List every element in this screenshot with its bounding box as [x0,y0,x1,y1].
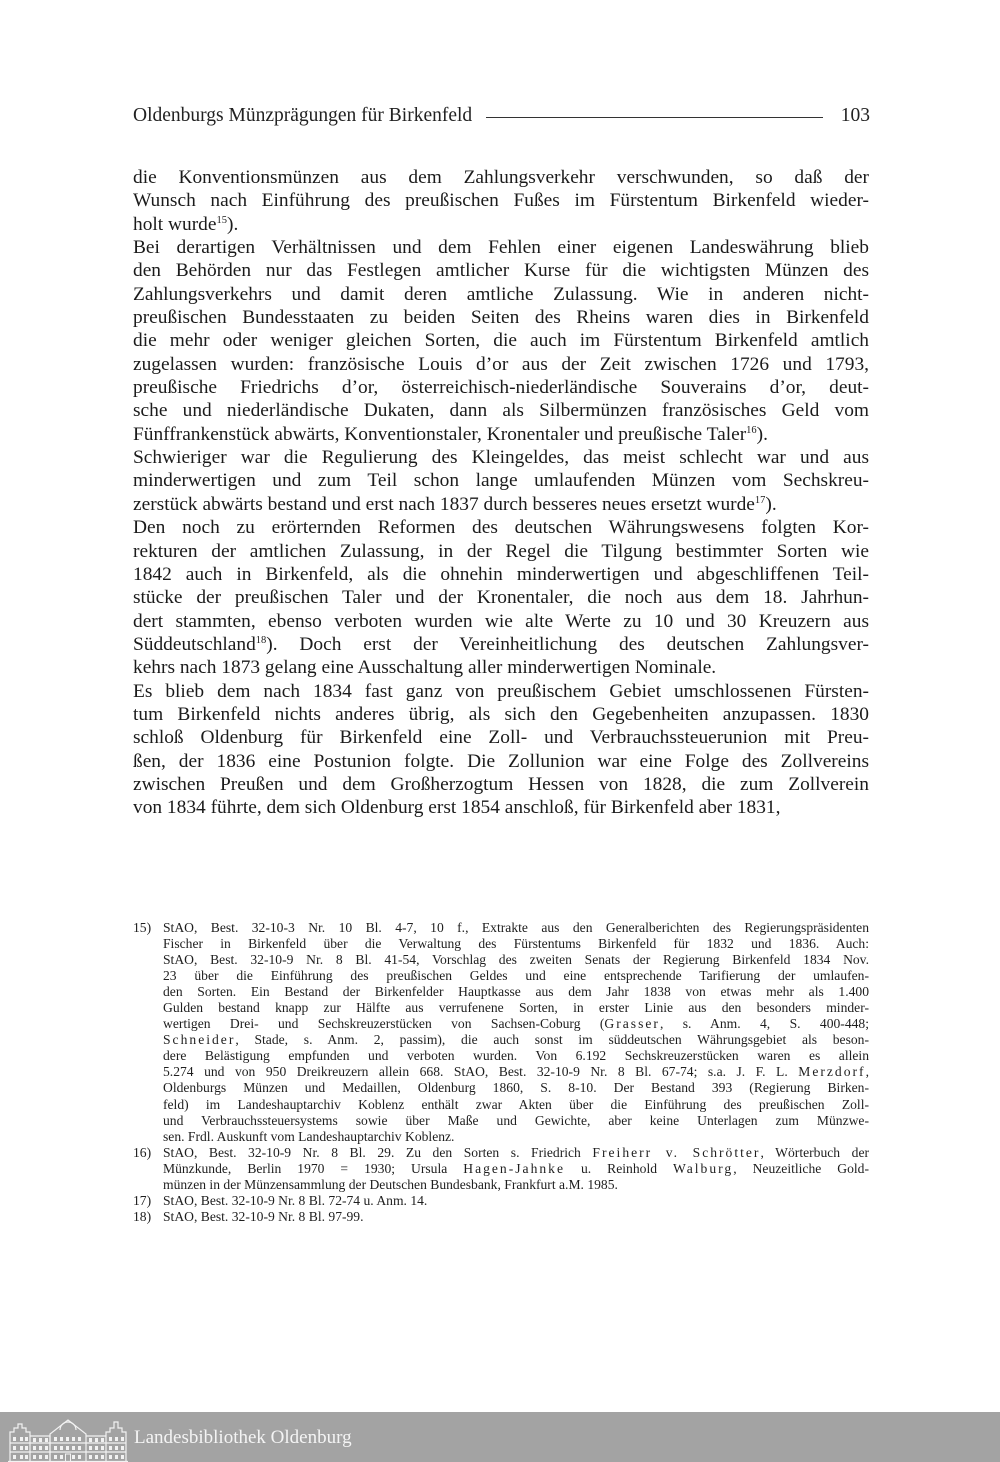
text-line: rekturen der amtlichen Zulassung, in der Regel die Tilgung bestimmter Sorten wie [133,540,869,562]
text-line: dert stammten, ebenso verboten wurden wie alte Werte zu 10 und 30 Kreuzern aus [133,610,869,632]
footnote-line: StAO, Best. 32-10-9 Nr. 8 Bl. 41-54, Vorschlag des zweiten Senats der Regierung Birkenfeld 1834 Nov. [163,952,869,968]
text-line: den Behörden nur das Festlegen amtlicher Kurse für die wichtigsten Münzen des [133,260,869,282]
text-line: zugelassen wurden: französische Louis d’or aus der Zeit zwischen 1726 und 1793, [133,353,869,375]
footnote-line: StAO, Best. 32-10-9 Nr. 8 Bl. 29. Zu den Sorten s. Friedrich Freiherr v. Schrötter, Wörterbuch der [163,1144,870,1160]
footnote-line: StAO, Best. 32-10-9 Nr. 8 Bl. 97-99. [163,1208,364,1224]
footnote-line: und Verbrauchssteuersystems sowie über Maße und Gewichte, aber keine Unterlagen zum Münzwe- [163,1112,869,1128]
text-line: Wunsch nach Einführung des preußischen Fußes im Fürstentum Birkenfeld wieder- [133,190,869,212]
footnote-line: StAO, Best. 32-10-9 Nr. 8 Bl. 72-74 u. Anm. 14. [163,1192,428,1208]
footnote-number: 18) [133,1208,152,1224]
footnote-number: 17) [133,1192,152,1208]
footnote-line: Münzkunde, Berlin 1970 = 1930; Ursula Hagen-Jahnke u. Reinhold Walburg, Neuzeitliche Gold- [163,1160,869,1176]
text-line: sche und niederländische Dukaten, dann als Silbermünzen französisches Geld vom [133,400,869,422]
header-rule [486,117,823,118]
text-line: Schwieriger war die Regulierung des Kleingeldes, das meist schlecht war und aus [133,447,869,469]
author-name: Hagen-Jahnke [463,1160,566,1176]
footnote-ref: 16 [746,424,757,436]
author-name: Walburg [673,1160,734,1176]
text-line: kehrs nach 1873 gelang eine Ausschaltung aller minderwertigen Nominale. [133,657,717,679]
running-title: Oldenburgs Münzprägungen für Birkenfeld [133,105,473,126]
author-name: Freiherr v. Schrötter [592,1144,761,1160]
footnote-line: wertigen Drei- und Sechskreuzerstücken von Sachsen-Coburg (Grasser, s. Anm. 4, S. 400-448; [163,1016,869,1032]
footnote-line: Schneider, Stade, s. Anm. 2, passim), die auch sonst im süddeutschen Währungsgebiet als beson- [163,1032,869,1048]
footnotes [133,920,869,1225]
text-line: stücke der preußischen Taler und der Kronentaler, die noch aus dem 18. Jahrhun- [133,587,869,609]
library-name: Landesbibliothek Oldenburg [134,1427,352,1448]
text-line: von 1834 führte, dem sich Oldenburg erst 1854 anschloß, für Birkenfeld aber 1831, [133,797,781,819]
footnote-18 [133,1209,869,1225]
body-text [133,166,869,820]
paragraph [133,236,869,820]
footnote-line: sen. Frdl. Auskunft vom Landeshauptarchiv Koblenz. [163,1128,455,1144]
text-line: Süddeutschland$^{18}$). Doch erst der Vereinheitlichung des deutschen Zahlungsver- [133,633,869,655]
footnote-line: münzen in der Münzensammlung der Deutschen Bundesbank, Frankfurt a.M. 1985. [163,1176,618,1192]
text-line: die Konventionsmünzen aus dem Zahlungsverkehr verschwunden, so daß der [133,167,869,188]
text-line: 1842 auch in Birkenfeld, als die ohnehin minderwertigen und abgeschliffenen Teil- [133,563,869,585]
footnote-ref: 17 [754,494,766,506]
author-name: Grasser [604,1016,660,1032]
footnote-line: StAO, Best. 32-10-3 Nr. 10 Bl. 4-7, 10 f., Extrakte aus den Generalberichten des Regierungspräsidenten [163,920,869,935]
text-line: ßen, der 1836 eine Postunion folgte. Die Zollunion war eine Folge des Zollvereins [133,750,869,772]
text-line: zwischen Preußen und dem Großherzogtum Hessen von 1828, die zum Zollverein [133,773,869,795]
text-line: preußische Friedrichs d’or, österreichisch-niederländische Souverains d’or, deut- [133,377,869,399]
library-footer-bar [0,1412,1000,1462]
footnote-number: 15) [133,920,152,935]
paragraph [133,166,869,236]
footnote-15 [133,920,869,1145]
footnote-17 [133,1193,869,1209]
footnote-line: 5.274 und von 950 Dreikreuzern allein 668. StAO, Best. 32-10-9 Nr. 8 Bl. 67-74; s.a. J. F. L. Merzdorf, [163,1064,869,1080]
footnote-line: dere Belästigung empfunden und verboten wurden. Von 6.192 Sechskreuzerstücken waren es allein [163,1048,869,1064]
footnote-line: feld) im Landeshauptarchiv Koblenz enthält zwar Akten über die Einführung des preußischen Zoll- [163,1096,869,1112]
footnote-line: Fischer in Birkenfeld über die Verwaltung des Fürstentums Birkenfeld für 1832 und 1836. Auch: [163,936,869,952]
text-line: Den noch zu erörternden Reformen des deutschen Währungswesens folgten Kor- [133,517,869,539]
text-line: die mehr oder weniger gleichen Sorten, die auch im Fürstentum Birkenfeld amtlich [133,330,869,352]
library-building-icon [6,1416,130,1462]
text-line: tum Birkenfeld nichts anderes übrig, als sich den Gegebenheiten anzupassen. 1830 [133,703,869,725]
text-line: holt wurde$^{15}$). [133,213,239,235]
footnote-16 [133,1145,869,1193]
footnote-line: den Sorten. Ein Bestand der Birkenfelder Hauptkasse aus dem Jahr 1838 von etwas mehr als 1.400 [163,984,869,1000]
text-line: schloß Oldenburg für Birkenfeld eine Zoll- und Verbrauchssteuerunion mit Preu- [133,727,869,749]
footnote-line: Gulden bestand knapp zur Hälfte aus verrufenene Sorten, in erster Linie aus den besonders minder- [163,1000,869,1016]
text-line: Fünffrankenstück abwärts, Konventionstaler, Kronentaler und preußische Taler$^{16}$). [133,423,768,445]
text-line: Bei derartigen Verhältnissen und dem Fehlen einer eigenen Landeswährung blieb [133,237,869,259]
author-name: Schneider [163,1032,236,1048]
footnote-line: 23 über die Einführung des preußischen Geldes und eine entsprechende Tarifierung der umlaufen- [163,968,869,984]
text-line: Es blieb dem nach 1834 fast ganz von preußischem Gebiet umschlossenen Fürsten- [133,680,869,702]
text-line: preußischen Bundesstaaten zu beiden Seiten des Rheins waren dies in Birkenfeld [133,307,869,329]
text-line: zerstück abwärts bestand und erst nach 1837 durch besseres neues ersetzt wurde$^{17}$). [133,493,777,515]
text-line: Zahlungsverkehrs und damit deren amtliche Zulassung. Wie in anderen nicht- [133,283,869,305]
footnote-number: 16) [133,1144,152,1160]
page-number: 103 [840,105,870,126]
text-line: minderwertigen und zum Teil schon lange umlaufenden Münzen vom Sechskreu- [133,470,869,492]
footnote-ref: 15 [216,214,227,226]
footnote-line: Oldenburgs Münzen und Medaillen, Oldenburg 1860, S. 8-10. Der Bestand 393 (Regierung Birken- [163,1080,869,1096]
footnote-ref: 18 [255,634,267,646]
author-name: Merzdorf [798,1064,866,1080]
running-header [133,102,870,130]
